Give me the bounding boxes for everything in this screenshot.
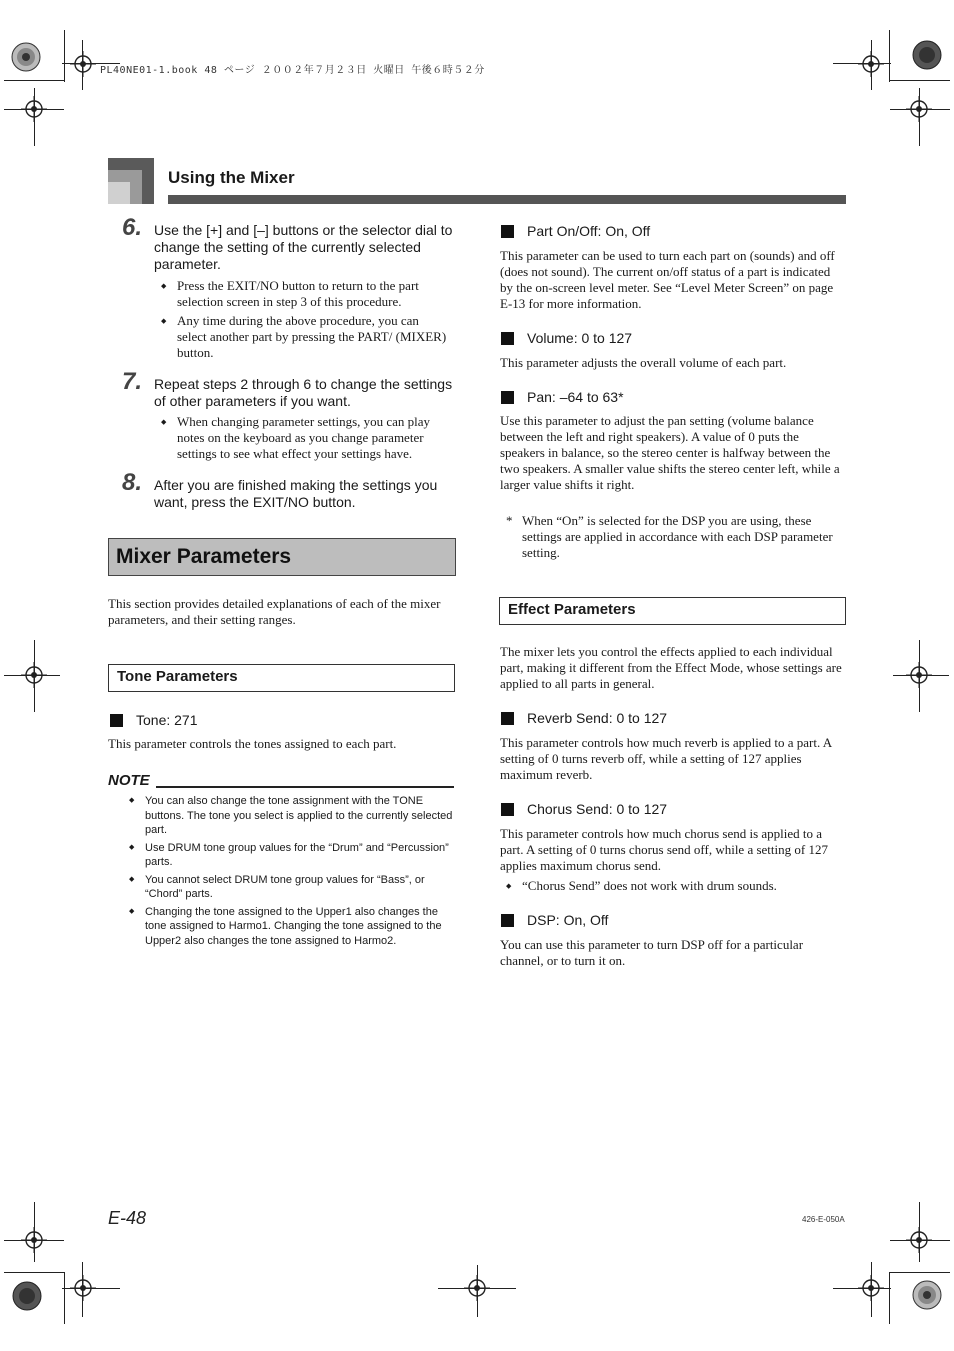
param-description: Use this parameter to adjust the pan setting (volume balance between the left and right speakers). A value of 0 puts the speakers in balance, so the stereo center is halfway between the two speakers. A smaller value shifts the stereo center left, while a larger value shifts it right. <box>500 413 840 492</box>
corner-rosette-icon <box>12 1281 42 1311</box>
mixer-heading-box <box>108 538 456 576</box>
list-item: ◆ You can also change the tone assignment with the TONE buttons. The tone you select is applied to the currently selected part. <box>129 794 455 838</box>
step-text: Repeat steps 2 through 6 to change the settings of other parameters if you want. <box>154 376 453 409</box>
registration-target-icon <box>464 1275 490 1301</box>
note-list <box>129 794 455 948</box>
section-rule <box>168 195 846 204</box>
page-number: E-48 <box>108 1208 147 1228</box>
print-meta-line: PL40NE01-1.book 48 ページ ２００２年７月２３日 火曜日 午後６時５２分 <box>100 65 485 76</box>
registration-target-icon <box>21 1227 47 1253</box>
registration-target-icon <box>21 662 47 688</box>
list-item: ◆ Press the EXIT/NO button to return to the part selection screen in step 3 of this procedure. <box>161 278 451 310</box>
square-bullet-icon <box>501 332 514 345</box>
registration-target-icon <box>21 96 47 122</box>
step-number: 7. <box>122 368 143 395</box>
step-text: After you are finished making the settings you want, press the EXIT/NO button. <box>154 477 438 510</box>
param-heading: DSP: On, Off <box>501 912 608 928</box>
list-item: ◆ You cannot select DRUM tone group values for “Bass”, or “Chord” parts. <box>129 873 455 902</box>
step-number: 6. <box>122 214 143 241</box>
step-bullets <box>161 414 453 462</box>
registration-target-icon <box>906 662 932 688</box>
effect-intro: The mixer lets you control the effects applied to each individual part, making it different from the Effect Mode, whose settings are applied to all parts in general. <box>500 644 842 691</box>
registration-target-icon <box>858 1275 884 1301</box>
param-heading: Tone: 271 <box>110 712 198 728</box>
square-bullet-icon <box>110 714 123 727</box>
effect-params-heading: Effect Parameters <box>499 597 846 625</box>
chorus-bullets <box>506 878 844 894</box>
step-bullets <box>161 278 451 361</box>
asterisk-mark: * <box>506 513 513 528</box>
param-description: This parameter can be used to turn each part on (sounds) and off (does not sound). The current on/off status of a part is indicated by the on-screen level meter. See “Level Meter Screen” on page E-13 for more information. <box>500 248 835 311</box>
param-description: This parameter controls how much reverb is applied to a part. A setting of 0 turns reverb off, while a setting of 127 applies maximum reverb. <box>500 735 832 782</box>
registration-target-icon <box>906 1227 932 1253</box>
corner-rosette-icon <box>11 42 41 72</box>
step-text: Use the [+] and [–] buttons or the selector dial to change the setting of the currently selected parameter. <box>154 222 453 272</box>
list-item: ◆ Any time during the above procedure, you can select another part by pressing the PART/ (MIXER) button. <box>161 313 451 361</box>
corner-rosette-icon <box>912 40 942 70</box>
square-bullet-icon <box>501 712 514 725</box>
asterisk-note: When “On” is selected for the DSP you are using, these settings are applied in accordance with each DSP parameter setting. <box>522 513 833 560</box>
square-bullet-icon <box>501 803 514 816</box>
param-description: This parameter adjusts the overall volume of each part. <box>500 355 787 370</box>
registration-target-icon <box>70 1275 96 1301</box>
param-description: You can use this parameter to turn DSP off for a particular channel, or to turn it on. <box>500 937 804 968</box>
tone-params-heading: Tone Parameters <box>108 664 455 692</box>
square-bullet-icon <box>501 914 514 927</box>
list-item: ◆ “Chorus Send” does not work with drum sounds. <box>506 878 844 894</box>
registration-target-icon <box>906 96 932 122</box>
step-number: 8. <box>122 469 143 496</box>
square-bullet-icon <box>501 391 514 404</box>
note-rule <box>156 786 454 788</box>
param-heading: Pan: –64 to 63* <box>501 389 624 405</box>
param-heading: Part On/Off: On, Off <box>501 223 650 239</box>
section-title: Using the Mixer <box>168 168 295 187</box>
param-description: This parameter controls how much chorus send is applied to a part. A setting of 0 turns chorus send off, while a setting of 127 applies maximum chorus send. <box>500 826 828 873</box>
registration-target-icon <box>858 51 884 77</box>
list-item: ◆ Use DRUM tone group values for the “Drum” and “Percussion” parts. <box>129 841 455 870</box>
page-title: Mixer Parameters <box>116 545 292 568</box>
registration-target-icon <box>70 51 96 77</box>
param-heading: Reverb Send: 0 to 127 <box>501 710 667 726</box>
param-heading: Volume: 0 to 127 <box>501 330 632 346</box>
list-item: ◆ Changing the tone assigned to the Upper1 also changes the tone assigned to Harmo1. Changing the tone assigned to the Upper2 also changes the tone assigned to Harmo2. <box>129 905 455 949</box>
param-description: This parameter controls the tones assigned to each part. <box>108 736 397 751</box>
corner-rosette-icon <box>912 1280 942 1310</box>
square-bullet-icon <box>501 225 514 238</box>
list-item: ◆ When changing parameter settings, you can play notes on the keyboard as you change parameter settings to see what effect your settings have. <box>161 414 453 462</box>
mixer-intro: This section provides detailed explanations of each of the mixer parameters, and their setting ranges. <box>108 596 441 627</box>
note-label: NOTE <box>108 772 150 789</box>
param-heading: Chorus Send: 0 to 127 <box>501 801 667 817</box>
document-code: 426-E-050A <box>802 1215 845 1224</box>
